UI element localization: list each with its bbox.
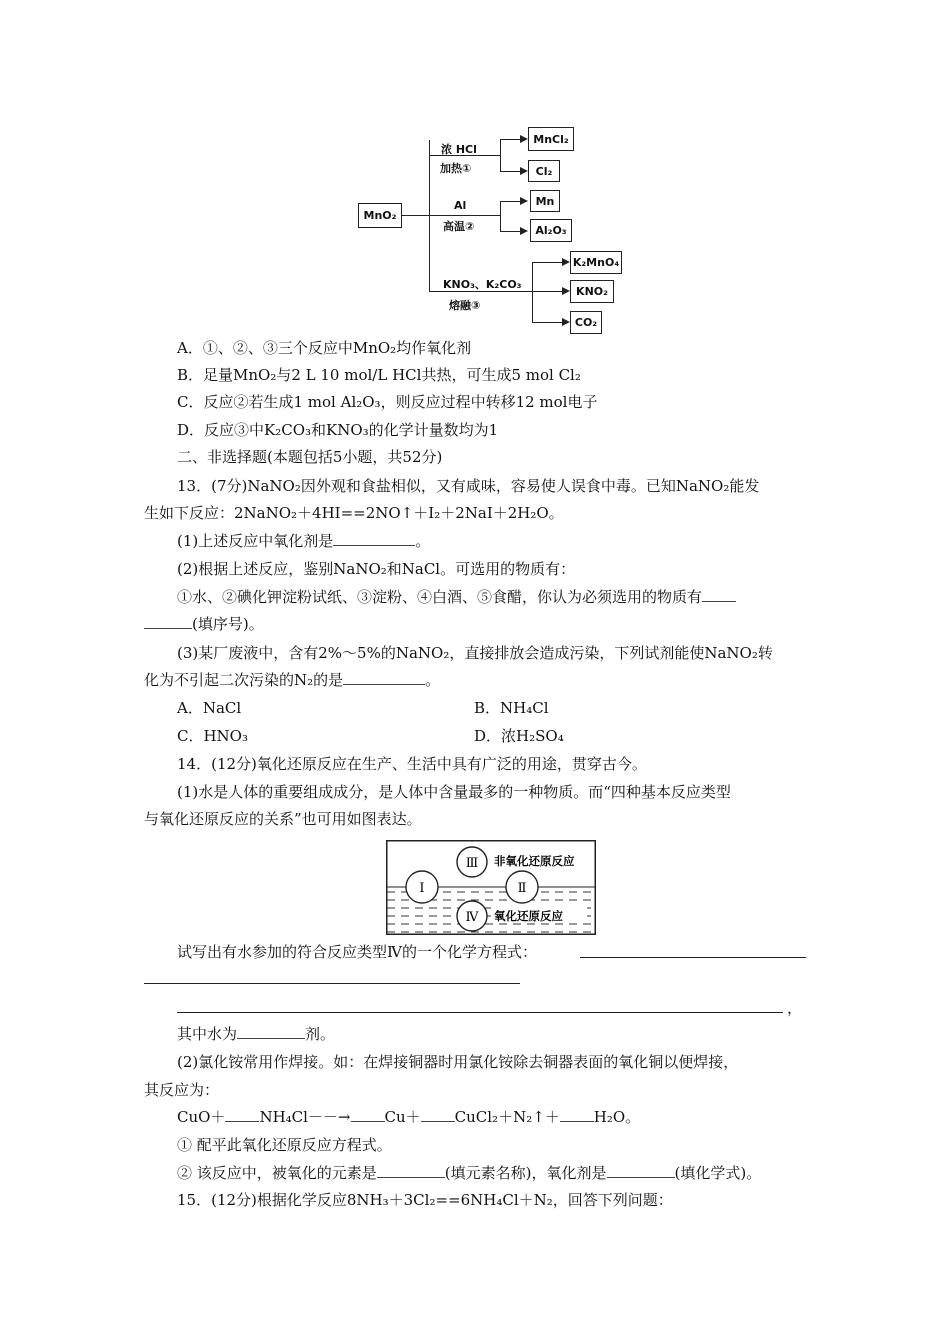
box-kno2: KNO₂ bbox=[570, 280, 614, 303]
coefficient-blank[interactable] bbox=[225, 1107, 259, 1122]
coefficient-blank[interactable] bbox=[351, 1107, 385, 1122]
cond-melt: 熔融③ bbox=[449, 299, 481, 312]
box-mno2: MnO₂ bbox=[358, 203, 402, 228]
q14-comma: ， bbox=[787, 999, 803, 1017]
circle-i-label: Ⅰ bbox=[419, 881, 425, 896]
q14-part1d-end: 剂。 bbox=[305, 1025, 336, 1043]
eq-cuo: CuO＋ bbox=[177, 1108, 226, 1126]
q13-part3b-end: 。 bbox=[425, 671, 441, 689]
answer-line[interactable] bbox=[144, 983, 520, 984]
circle-iv-label: Ⅳ bbox=[465, 910, 479, 925]
q13-part2b bbox=[177, 587, 736, 607]
q13-part2: (2)根据上述反应，鉴别NaNO₂和NaCl。可选用的物质有： bbox=[177, 560, 576, 578]
coefficient-blank[interactable] bbox=[560, 1107, 594, 1122]
option-c: C．反应②若生成1 mol Al₂O₃，则反应过程中转移12 mol电子 bbox=[177, 393, 598, 411]
q13-part3b bbox=[144, 670, 440, 690]
answer-line[interactable] bbox=[580, 957, 806, 958]
q13-part1-text: (1)上述反应中氧化剂是 bbox=[177, 532, 334, 550]
q15-line1: 15．(12分)根据化学反应8NH₃＋3Cl₂==6NH₄Cl＋N₂，回答下列问题： bbox=[177, 1191, 673, 1209]
q13-part1 bbox=[177, 531, 430, 551]
q13-part1-end: 。 bbox=[415, 532, 431, 550]
answer-blank[interactable] bbox=[144, 614, 192, 629]
circle-ii-label: Ⅱ bbox=[517, 881, 527, 896]
q14-part1d-text: 其中水为 bbox=[177, 1025, 238, 1043]
q14-sub2-end: (填化学式)。 bbox=[674, 1164, 762, 1182]
q13-line2: 生如下反应：2NaNO₂＋4HI==2NO↑＋I₂＋2NaI＋2H₂O。 bbox=[144, 504, 564, 522]
q13-option-b: B．NH₄Cl bbox=[474, 699, 549, 717]
answer-blank[interactable] bbox=[377, 1163, 445, 1178]
q13-part2c bbox=[144, 614, 264, 634]
q13-line1: 13．(7分)NaNO₂因外观和食盐相似，又有咸味，容易使人误食中毒。已知NaNO₂能发 bbox=[177, 477, 760, 495]
q13-part2c-end: (填序号)。 bbox=[192, 615, 264, 633]
q14-part1a: (1)水是人体的重要组成成分，是人体中含量最多的一种物质。而“四种基本反应类型 bbox=[177, 783, 731, 801]
q14-part2b: 其反应为： bbox=[144, 1081, 220, 1099]
q14-part1b: 与氧化还原反应的关系”也可用如图表达。 bbox=[144, 810, 422, 828]
eq-nh4cl: NH₄Cl－－→ bbox=[259, 1108, 351, 1126]
q14-sub1: ① 配平此氧化还原反应方程式。 bbox=[177, 1136, 392, 1154]
box-cl2: Cl₂ bbox=[528, 160, 560, 182]
q13-part3: (3)某厂废液中，含有2%～5%的NaNO₂，直接排放会造成污染，下列试剂能使NaNO₂转 bbox=[177, 644, 773, 662]
q14-sub2-mid: (填元素名称)，氧化剂是 bbox=[444, 1164, 607, 1182]
option-a: A．①、②、③三个反应中MnO₂均作氧化剂 bbox=[177, 339, 472, 357]
eq-cu: Cu＋ bbox=[384, 1108, 421, 1126]
q14-part1d bbox=[177, 1024, 335, 1044]
cond-al: Al bbox=[454, 199, 467, 212]
answer-line[interactable] bbox=[177, 1012, 783, 1013]
cond-high-temp: 高温② bbox=[443, 220, 475, 233]
q14-part1c: 试写出有水参加的符合反应类型Ⅳ的一个化学方程式： bbox=[177, 943, 537, 961]
non-redox-label: 非氧化还原反应 bbox=[494, 854, 575, 868]
cond-hcl: 浓 HCl bbox=[441, 143, 477, 156]
cond-heat: 加热① bbox=[440, 162, 472, 175]
section-heading: 二、非选择题(本题包括5小题，共52分) bbox=[177, 448, 443, 466]
box-co2: CO₂ bbox=[570, 311, 602, 334]
q14-sub2 bbox=[177, 1163, 761, 1183]
answer-blank[interactable] bbox=[237, 1024, 305, 1039]
box-al2o3: Al₂O₃ bbox=[530, 219, 572, 242]
q14-sub2-text: ② 该反应中，被氧化的元素是 bbox=[177, 1164, 377, 1182]
q14-equation bbox=[177, 1107, 640, 1127]
q13-part2b-text: ①水、②碘化钾淀粉试纸、③淀粉、④白酒、⑤食醋，你认为必须选用的物质有 bbox=[177, 588, 703, 606]
box-mncl2: MnCl₂ bbox=[528, 127, 574, 151]
reaction-type-diagram bbox=[386, 840, 596, 935]
circle-iii-label: Ⅲ bbox=[465, 856, 479, 871]
answer-blank[interactable] bbox=[607, 1163, 675, 1178]
answer-blank[interactable] bbox=[343, 670, 425, 685]
cond-kno3-k2co3: KNO₃、K₂CO₃ bbox=[443, 278, 522, 291]
redox-label: 氧化还原反应 bbox=[494, 909, 563, 923]
q14-line1: 14．(12分)氧化还原反应在生产、生活中具有广泛的用途，贯穿古今。 bbox=[177, 755, 647, 773]
q14-part2a: (2)氯化铵常用作焊接。如：在焊接铜器时用氯化铵除去铜器表面的氧化铜以便焊接， bbox=[177, 1053, 739, 1071]
q13-option-d: D．浓H₂SO₄ bbox=[474, 727, 564, 745]
box-mn: Mn bbox=[530, 190, 560, 212]
option-b: B．足量MnO₂与2 L 10 mol/L HCl共热，可生成5 mol Cl₂ bbox=[177, 366, 581, 384]
eq-h2o: H₂O。 bbox=[593, 1108, 641, 1126]
eq-cucl2: CuCl₂＋N₂↑＋ bbox=[454, 1108, 560, 1126]
q13-option-c: C．HNO₃ bbox=[177, 727, 248, 745]
q13-option-a: A．NaCl bbox=[177, 699, 242, 717]
answer-blank[interactable] bbox=[333, 531, 415, 546]
answer-blank[interactable] bbox=[702, 587, 736, 602]
option-d: D．反应③中K₂CO₃和KNO₃的化学计量数均为1 bbox=[177, 421, 499, 439]
box-k2mno4: K₂MnO₄ bbox=[570, 251, 622, 274]
coefficient-blank[interactable] bbox=[421, 1107, 455, 1122]
q13-part3b-text: 化为不引起二次污染的N₂的是 bbox=[144, 671, 344, 689]
